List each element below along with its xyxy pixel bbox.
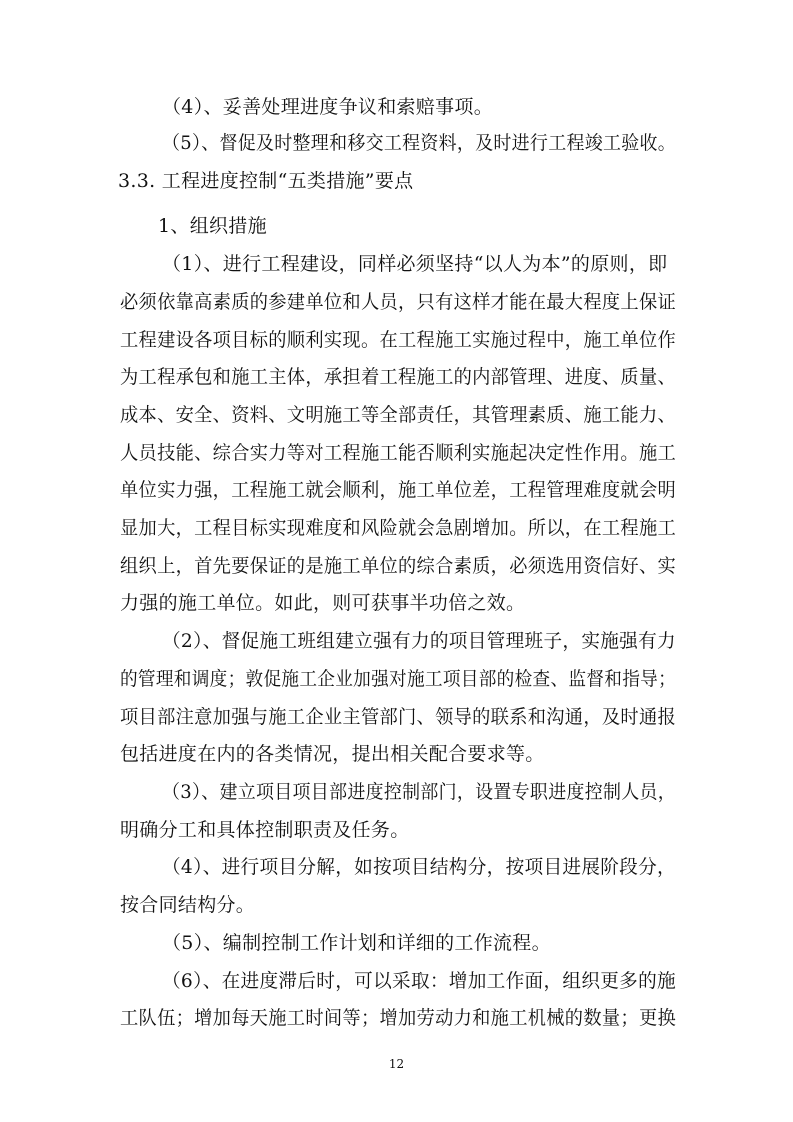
- text-line: 工程建设各项目标的顺利实现。在工程施工实施过程中，施工单位作: [120, 329, 677, 351]
- section-heading: 3.3. 工程进度控制“五类措施”要点: [118, 170, 414, 192]
- page-number: 12: [388, 1057, 405, 1071]
- text-line: （2）、督促施工班组建立强有力的项目管理班子，实施强有力: [162, 630, 676, 652]
- text-line: 的管理和调度；敦促施工企业加强对施工项目部的检查、监督和指导；: [120, 668, 677, 690]
- text-line: 包括进度在内的各类情况，提出相关配合要求等。: [120, 743, 545, 765]
- text-line: 显加大，工程目标实现难度和风险就会急剧增加。所以，在工程施工: [120, 517, 677, 539]
- text-line: 为工程承包和施工主体，承担着工程施工的内部管理、进度、质量、: [120, 366, 677, 388]
- text-line: （5）、编制控制工作计划和详细的工作流程。: [162, 932, 551, 954]
- text-line: （4）、进行项目分解，如按项目结构分，按项目进展阶段分，: [162, 856, 676, 878]
- text-line: （3）、建立项目项目部进度控制部门，设置专职进度控制人员，: [162, 781, 677, 803]
- text-line: （1）、进行工程建设，同样必须坚持“以人为本”的原则，即: [162, 253, 668, 275]
- text-line: （5）、督促及时整理和移交工程资料，及时进行工程竣工验收。: [162, 132, 677, 154]
- text-line: 组织上，首先要保证的是施工单位的综合素质，必须选用资信好、实: [120, 555, 677, 577]
- text-line: （6）、在进度滞后时，可以采取：增加工作面，组织更多的施: [162, 970, 676, 992]
- text-line: 必须依靠高素质的参建单位和人员，只有这样才能在最大程度上保证: [120, 291, 677, 313]
- text-line: 单位实力强，工程施工就会顺利，施工单位差，工程管理难度就会明: [120, 479, 677, 501]
- text-line: 力强的施工单位。如此，则可获事半功倍之效。: [120, 592, 526, 614]
- text-line: 成本、安全、资料、文明施工等全部责任，其管理素质、施工能力、: [120, 404, 677, 426]
- text-line: （4）、妥善处理进度争议和索赔事项。: [162, 96, 493, 118]
- text-line: 工队伍；增加每天施工时间等；增加劳动力和施工机械的数量；更换: [120, 1007, 677, 1029]
- text-line: 明确分工和具体控制职责及任务。: [120, 819, 410, 841]
- text-line: 项目部注意加强与施工企业主管部门、领导的联系和沟通，及时通报: [120, 706, 677, 728]
- text-line: 人员技能、综合实力等对工程施工能否顺利实施起决定性作用。施工: [120, 442, 677, 464]
- text-line: 按合同结构分。: [120, 894, 256, 916]
- subsection-heading: 1、组织措施: [158, 215, 267, 237]
